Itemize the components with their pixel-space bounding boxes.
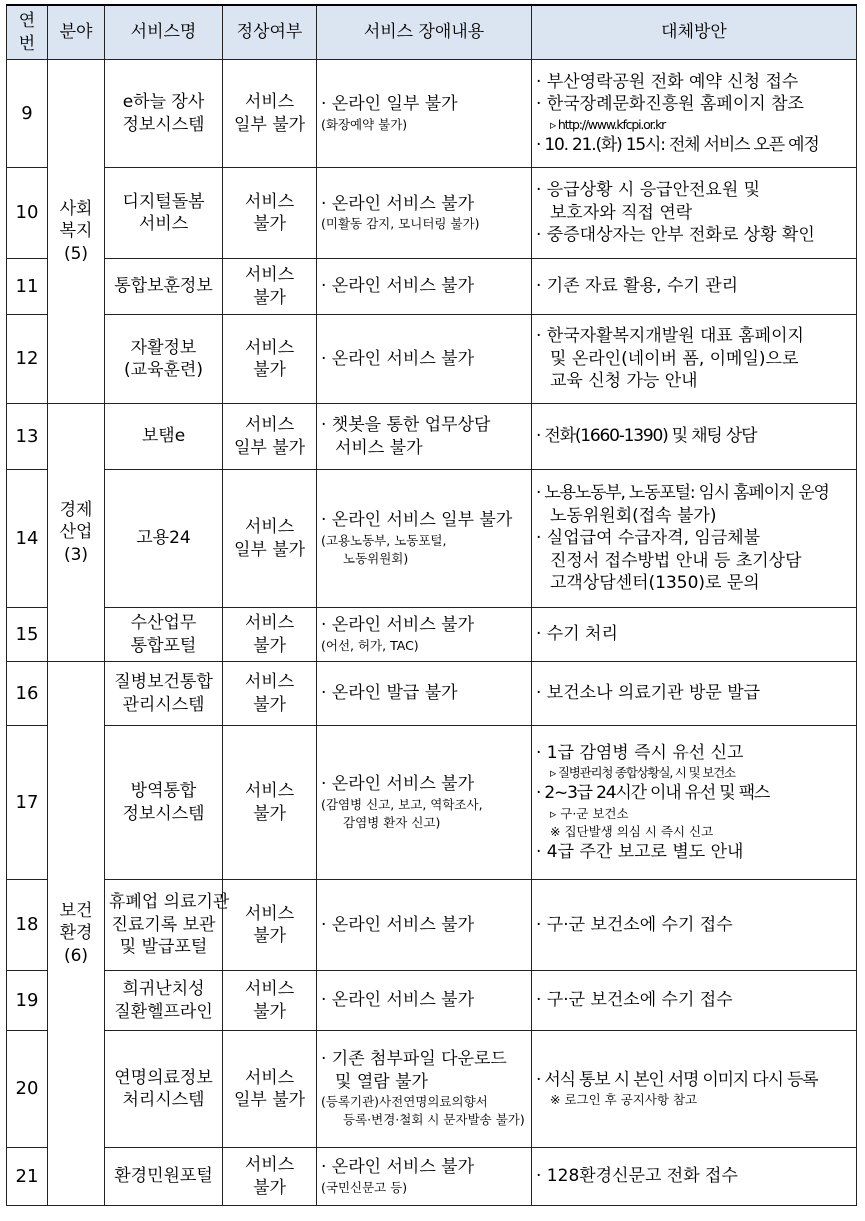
- row-number: 18: [7, 880, 48, 971]
- service-name: [105, 880, 230, 971]
- service-name-line: 환경민원포털: [114, 1166, 213, 1187]
- service-name-line: 서비스: [138, 214, 189, 234]
- service-name-line: 질환헬프라인: [114, 1001, 213, 1022]
- service-status: [223, 470, 317, 608]
- alternative-measure: [532, 404, 857, 470]
- service-name: [105, 60, 223, 168]
- service-name-line: 휴폐업 의료기관: [109, 892, 230, 913]
- service-status: [223, 60, 317, 168]
- category-cell: [48, 60, 105, 404]
- status-line: 서비스: [244, 1067, 295, 1088]
- issue-line: · 온라인 일부 불가: [321, 94, 458, 115]
- alternative-line: · 서식 통보 시 본인 서명 이미지 다시 등록: [536, 1069, 818, 1090]
- status-line: 일부 불가: [233, 1090, 306, 1110]
- service-name: [105, 608, 223, 662]
- alternative-line: · 중증대상자는 안부 전화로 상황 확인: [536, 225, 815, 246]
- issue-description: [317, 1148, 532, 1206]
- alternative-line: · 전화(1660-1390) 및 채팅 상담: [536, 426, 757, 447]
- issue-detail-line: (미활동 감지, 모니터링 불가): [321, 216, 480, 232]
- alternative-line: · 구·군 보건소에 수기 접수: [536, 990, 733, 1011]
- status-line: 서비스: [244, 191, 295, 212]
- alternative-line: 교육 신청 가능 안내: [550, 371, 698, 392]
- service-name-line: 연명의료정보: [114, 1067, 213, 1088]
- table-row: [7, 60, 857, 168]
- alternative-line: ※ 집단발생 의심 시 즉시 신고: [550, 823, 714, 839]
- alternative-line: · 실업급여 수급자격, 임금체불: [536, 528, 761, 549]
- status-line: 서비스: [244, 672, 295, 693]
- header-row: [7, 5, 857, 60]
- status-line: 불가: [253, 926, 286, 946]
- alternative-measure: [532, 470, 857, 608]
- service-status: [223, 880, 317, 971]
- alternative-line: · 한국장례문화진흥원 홈페이지 참조: [536, 94, 804, 115]
- service-name-line: 보탬e: [141, 426, 186, 447]
- service-name-line: 진료기록 보관: [111, 914, 216, 935]
- alternative-measure: [532, 662, 857, 726]
- alternative-measure: [532, 1148, 857, 1206]
- service-name-line: 정보시스템: [122, 114, 205, 135]
- service-name-line: 관리시스템: [122, 694, 205, 715]
- alternative-line: · 2~3급 24시간 이내 유선 및 팩스: [536, 783, 770, 804]
- issue-line: 서비스 불가: [335, 437, 423, 458]
- alternative-line: 진정서 접수방법 안내 등 초기상담: [550, 550, 802, 571]
- header-alternative: 대체방안: [532, 5, 857, 60]
- category-line: (3): [63, 544, 89, 565]
- issue-description: [317, 880, 532, 971]
- status-line: 불가: [253, 287, 286, 308]
- issue-detail-line: 감염병 환자 신고): [343, 814, 441, 830]
- issue-description: [317, 168, 532, 259]
- service-name-line: 처리시스템: [122, 1090, 205, 1110]
- issue-line: · 온라인 서비스 불가: [321, 990, 474, 1011]
- service-status: [223, 662, 317, 726]
- service-name-line: 디지털돌봄: [122, 191, 205, 212]
- issue-detail-line: 노동위원회): [343, 550, 409, 566]
- issue-detail-line: (화장예약 불가): [321, 116, 408, 132]
- service-name-line: 통합포털: [130, 635, 197, 656]
- issue-description: [317, 259, 532, 315]
- table-row: [7, 315, 857, 404]
- alternative-measure: [532, 1031, 857, 1148]
- alternative-line: ▹ 질병관리청 종합상황실, 시 및 보건소: [550, 765, 735, 781]
- category-line: (5): [63, 243, 89, 264]
- status-line: 불가: [253, 635, 286, 656]
- service-status: [223, 726, 317, 880]
- category-line: 경제: [59, 499, 93, 520]
- issue-line: · 온라인 발급 불가: [321, 683, 458, 704]
- row-number: 12: [7, 315, 48, 404]
- service-name: [105, 1148, 223, 1206]
- status-line: 불가: [253, 1177, 286, 1198]
- table-row: [7, 404, 857, 470]
- row-number: 19: [7, 971, 48, 1031]
- status-line: 서비스: [244, 517, 295, 538]
- alternative-measure: [532, 880, 857, 971]
- alternative-line: · 보건소나 의료기관 방문 발급: [536, 683, 761, 704]
- issue-line: · 온라인 서비스 불가: [321, 348, 474, 369]
- alternative-line: · 응급상황 시 응급안전요원 및: [536, 180, 761, 201]
- service-name: [105, 404, 223, 470]
- service-name-line: 정보시스템: [122, 803, 205, 824]
- status-line: 서비스: [244, 92, 295, 113]
- service-status: [223, 1031, 317, 1148]
- status-line: 서비스: [244, 979, 295, 1000]
- row-number: 14: [7, 470, 48, 608]
- table-row: [7, 168, 857, 259]
- status-line: 일부 불가: [233, 114, 306, 135]
- service-status: [223, 315, 317, 404]
- category-line: 산업: [59, 522, 93, 543]
- issue-detail-line: (고용노동부, 노동포털,: [321, 532, 447, 548]
- table-row: [7, 608, 857, 662]
- issue-description: [317, 608, 532, 662]
- issue-line: · 온라인 서비스 불가: [321, 1157, 474, 1178]
- issue-line: · 온라인 서비스 불가: [321, 276, 474, 297]
- alternative-measure: [532, 971, 857, 1031]
- service-status: [223, 168, 317, 259]
- service-name-line: 방역통합: [130, 781, 197, 802]
- status-line: 서비스: [244, 781, 295, 802]
- alternative-line: · 기존 자료 활용, 수기 관리: [536, 276, 739, 297]
- issue-line: · 챗봇을 통한 업무상담: [321, 415, 491, 436]
- issue-detail-line: (등록기관)사전연명의료의향서: [321, 1094, 488, 1110]
- service-name: [105, 315, 223, 404]
- service-name: [105, 971, 223, 1031]
- issue-description: [317, 315, 532, 404]
- alternative-line: ※ 로그인 후 공지사항 참고: [550, 1092, 698, 1108]
- alternative-line: · 4급 주간 보고로 별도 안내: [536, 841, 744, 862]
- row-number: 11: [7, 259, 48, 315]
- table-row: [7, 259, 857, 315]
- issue-line: · 기존 첨부파일 다운로드: [321, 1049, 507, 1070]
- table-row: [7, 1031, 857, 1148]
- category-line: 보건: [59, 900, 93, 921]
- status-line: 불가: [253, 360, 286, 380]
- issue-detail-line: 등록·변경·철회 시 문자발송 불가): [343, 1112, 525, 1128]
- category-line: 사회: [59, 198, 93, 219]
- row-number: 15: [7, 608, 48, 662]
- table-row: [7, 726, 857, 880]
- category-line: 환경: [59, 923, 93, 944]
- issue-description: [317, 404, 532, 470]
- service-status: [223, 608, 317, 662]
- row-number: 21: [7, 1148, 48, 1206]
- service-name: [105, 168, 223, 259]
- status-line: 불가: [253, 214, 286, 234]
- alternative-line: · 128환경신문고 전화 접수: [536, 1166, 738, 1187]
- alternative-line: · 부산영락공원 전화 예약 신청 접수: [536, 71, 799, 92]
- alternative-line: · 한국자활복지개발원 대표 홈페이지: [536, 326, 804, 347]
- status-line: 서비스: [244, 1155, 295, 1176]
- header-no: 연번: [7, 5, 48, 60]
- category-cell: [48, 662, 105, 1206]
- header-issue: 서비스 장애내용: [317, 5, 532, 60]
- service-name-line: (교육훈련): [124, 360, 203, 380]
- status-line: 불가: [253, 803, 286, 824]
- alternative-measure: [532, 726, 857, 880]
- service-name: [105, 726, 223, 880]
- service-name-line: 자활정보: [130, 337, 197, 358]
- row-number: 17: [7, 726, 48, 880]
- row-number: 10: [7, 168, 48, 259]
- category-cell: [48, 404, 105, 662]
- alternative-line: 및 온라인(네이버 폼, 이메일)으로: [550, 348, 799, 369]
- alternative-measure: [532, 259, 857, 315]
- row-number: 13: [7, 404, 48, 470]
- status-line: 서비스: [244, 265, 295, 286]
- table-row: [7, 470, 857, 608]
- service-name-line: 수산업무: [130, 613, 197, 634]
- header-status: 정상여부: [223, 5, 317, 60]
- service-name-line: 및 발급포털: [119, 937, 208, 958]
- table-row: [7, 662, 857, 726]
- issue-description: [317, 60, 532, 168]
- alternative-line: 노동위원회(접속 불가): [550, 505, 717, 526]
- issue-description: [317, 726, 532, 880]
- service-status: [223, 971, 317, 1031]
- table-row: [7, 971, 857, 1031]
- issue-line: · 온라인 서비스 일부 불가: [321, 510, 513, 531]
- issue-description: [317, 662, 532, 726]
- service-status: [223, 404, 317, 470]
- issue-description: [317, 971, 532, 1031]
- service-name-line: 통합보훈정보: [114, 276, 213, 297]
- service-name: [105, 1031, 223, 1148]
- alternative-line: 고객상담센터(1350)로 문의: [550, 573, 760, 594]
- issue-line: 및 열람 불가: [335, 1071, 428, 1092]
- alternative-measure: [532, 315, 857, 404]
- table-row: [7, 1148, 857, 1206]
- service-name-line: 희귀난치성: [122, 979, 205, 1000]
- issue-detail-line: (어선, 허가, TAC): [321, 637, 419, 653]
- service-status: [223, 1148, 317, 1206]
- status-line: 일부 불가: [233, 539, 306, 560]
- service-status: [223, 259, 317, 315]
- status-line: 서비스: [244, 613, 295, 634]
- alternative-line: ▹ http://www.kfcpi.or.kr: [550, 116, 666, 132]
- issue-line: · 온라인 서비스 불가: [321, 774, 474, 795]
- row-number: 9: [7, 60, 48, 168]
- status-line: 불가: [253, 1001, 286, 1022]
- issue-detail-line: (국민신문고 등): [321, 1179, 408, 1195]
- alternative-measure: [532, 60, 857, 168]
- category-line: 복지: [59, 221, 93, 242]
- service-name: [105, 662, 223, 726]
- header-field: 분야: [48, 5, 105, 60]
- alternative-line: 보호자와 직접 연락: [550, 202, 693, 223]
- service-name-line: e하늘 장사: [122, 92, 205, 113]
- status-line: 불가: [253, 694, 286, 715]
- alternative-line: · 1급 감염병 즉시 유선 신고: [536, 742, 744, 763]
- alternative-line: ▹ 구·군 보건소: [550, 805, 629, 821]
- service-name-line: 질병보건통합: [114, 672, 213, 693]
- alternative-line: · 10. 21.(화) 15시: 전체 서비스 오픈 예정: [536, 134, 819, 155]
- alternative-measure: [532, 168, 857, 259]
- header-service-name: 서비스명: [105, 5, 223, 60]
- service-name: [105, 470, 223, 608]
- service-name-line: 고용24: [136, 528, 191, 549]
- alternative-line: · 노용노동부, 노동포털: 임시 홈페이지 운영: [536, 483, 829, 504]
- service-name: [105, 259, 223, 315]
- status-line: 서비스: [244, 415, 295, 436]
- row-number: 16: [7, 662, 48, 726]
- alternative-line: · 수기 처리: [536, 624, 618, 645]
- issue-line: · 온라인 서비스 불가: [321, 193, 474, 214]
- status-line: 일부 불가: [233, 437, 306, 458]
- alternative-line: · 구·군 보건소에 수기 접수: [536, 914, 733, 935]
- issue-line: · 온라인 서비스 불가: [321, 914, 474, 935]
- issue-detail-line: (감염병 신고, 보고, 역학조사,: [321, 796, 483, 812]
- table-row: [7, 880, 857, 971]
- issue-description: [317, 1031, 532, 1148]
- issue-description: [317, 470, 532, 608]
- alternative-measure: [532, 608, 857, 662]
- category-line: (6): [63, 945, 89, 966]
- issue-line: · 온라인 서비스 불가: [321, 615, 474, 636]
- service-outage-table: [6, 4, 857, 1206]
- row-number: 20: [7, 1031, 48, 1148]
- status-line: 서비스: [244, 903, 295, 924]
- status-line: 서비스: [244, 337, 295, 358]
